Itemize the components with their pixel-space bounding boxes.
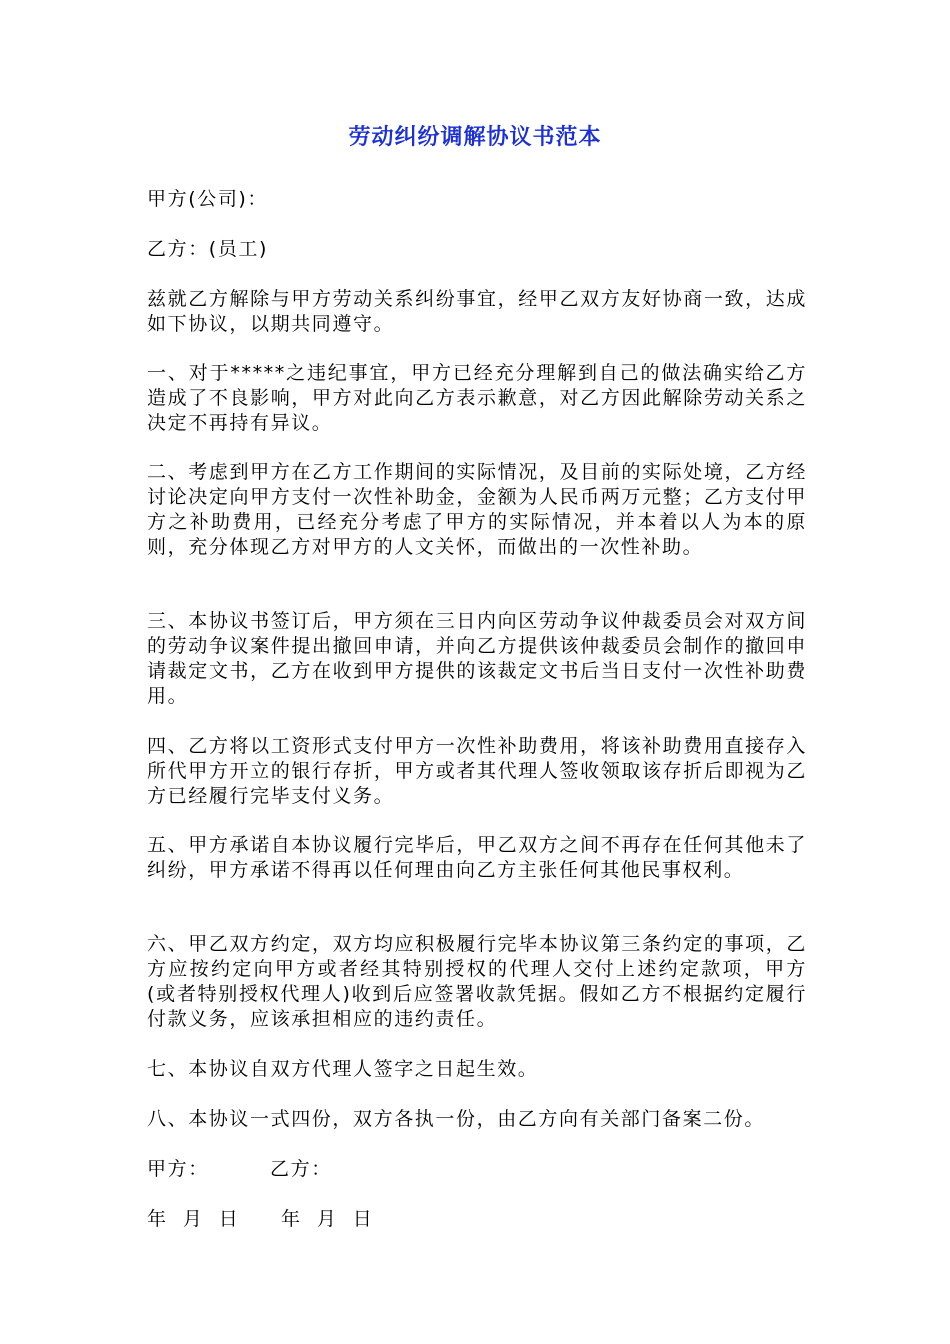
signature-date-a: 年 月 日 — [147, 1208, 240, 1230]
clause-1: 一、对于*****之违纪事宜，甲方已经充分理解到自己的做法确实给乙方造成了不良影响，甲方对此向乙方表示歉意，对乙方因此解除劳动关系之决定不再持有异议。 — [147, 362, 807, 434]
clause-7: 七、本协议自双方代理人签字之日起生效。 — [147, 1058, 539, 1080]
intro-paragraph: 兹就乙方解除与甲方劳动关系纠纷事宜，经甲乙双方友好协商一致，达成如下协议，以期共同遵守。 — [147, 288, 807, 335]
signature-party-b: 乙方： — [270, 1158, 332, 1180]
document-title: 劳动纠纷调解协议书范本 — [348, 125, 602, 150]
signature-date-b: 年 月 日 — [281, 1208, 374, 1230]
clause-6: 六、甲乙双方约定，双方均应积极履行完毕本协议第三条约定的事项，乙方应按约定向甲方或者经其特别授权的代理人交付上述约定款项，甲方(或者特别授权代理人)收到后应签署收款凭据。假如乙方不根据约定履行付款义务，应该承担相应的违约责任。 — [147, 933, 807, 1030]
clause-3: 三、本协议书签订后，甲方须在三日内向区劳动争议仲裁委员会对双方间的劳动争议案件提出撤回申请，并向乙方提供该仲裁委员会制作的撤回申请裁定文书，乙方在收到甲方提供的该裁定文书后当日支付一次性补助费用。 — [147, 610, 807, 707]
party-a-line: 甲方(公司)： — [147, 188, 269, 210]
clause-2: 二、考虑到甲方在乙方工作期间的实际情况，及目前的实际处境，乙方经讨论决定向甲方支付一次性补助金，金额为人民币两万元整；乙方支付甲方之补助费用，已经充分考虑了甲方的实际情况，并本着以人为本的原则，充分体现乙方对甲方的人文关怀，而做出的一次性补助。 — [147, 461, 807, 558]
clause-4: 四、乙方将以工资形式支付甲方一次性补助费用，将该补助费用直接存入所代甲方开立的银行存折，甲方或者其代理人签收领取该存折后即视为乙方已经履行完毕支付义务。 — [147, 735, 807, 807]
clause-8: 八、本协议一式四份，双方各执一份，由乙方向有关部门备案二份。 — [147, 1108, 766, 1130]
party-b-line: 乙方：(员工) — [147, 238, 269, 260]
signature-party-a: 甲方： — [147, 1158, 209, 1180]
clause-5: 五、甲方承诺自本协议履行完毕后，甲乙双方之间不再存在任何其他未了纠纷，甲方承诺不得再以任何理由向乙方主张任何其他民事权利。 — [147, 834, 807, 881]
